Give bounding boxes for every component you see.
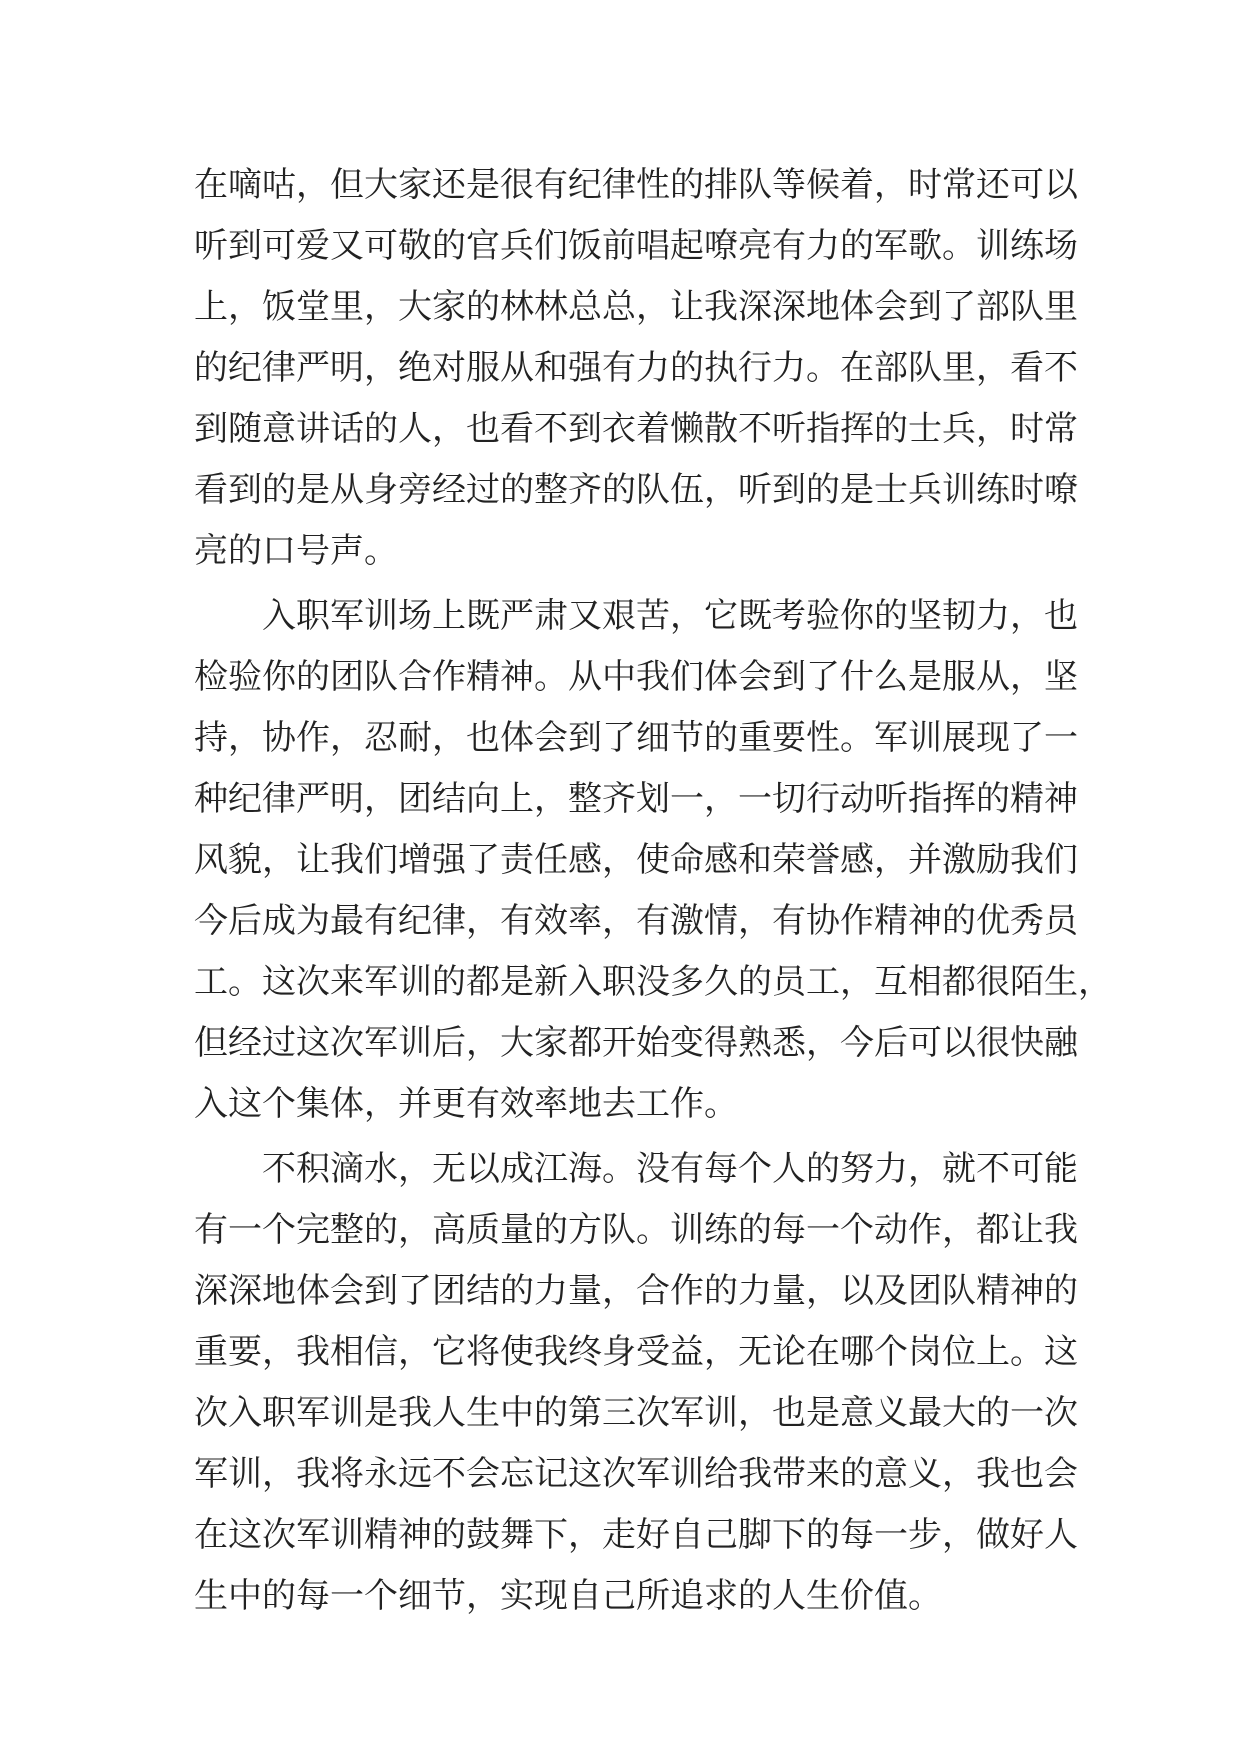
text-line: 亮的口号声。 xyxy=(194,531,398,571)
text-line: 听到可爱又可敬的官兵们饭前唱起嘹亮有力的军歌。训练场 xyxy=(194,226,1078,266)
document-body xyxy=(194,155,1112,1627)
text-line: 生中的每一个细节，实现自己所追求的人生价值。 xyxy=(194,1576,942,1616)
text-line: 次入职军训是我人生中的第三次军训，也是意义最大的一次 xyxy=(194,1393,1078,1433)
text-line: 在这次军训精神的鼓舞下，走好自己脚下的每一步，做好人 xyxy=(194,1515,1078,1555)
text-line: 在嘀咕，但大家还是很有纪律性的排队等候着，时常还可以 xyxy=(194,165,1078,205)
text-line: 检验你的团队合作精神。从中我们体会到了什么是服从，坚 xyxy=(194,657,1078,697)
text-line: 军训，我将永远不会忘记这次军训给我带来的意义，我也会 xyxy=(194,1454,1078,1494)
text-line: 重要，我相信，它将使我终身受益，无论在哪个岗位上。这 xyxy=(194,1332,1078,1372)
text-line: 上，饭堂里，大家的林林总总，让我深深地体会到了部队里 xyxy=(194,287,1078,327)
text-line: 工。这次来军训的都是新入职没多久的员工，互相都很陌生， xyxy=(194,962,1112,1002)
text-line: 的纪律严明，绝对服从和强有力的执行力。在部队里，看不 xyxy=(194,348,1078,388)
paragraph-start-line: 入职军训场上既严肃又艰苦，它既考验你的坚韧力，也 xyxy=(194,596,1078,636)
text-line: 种纪律严明，团结向上，整齐划一，一切行动听指挥的精神 xyxy=(194,779,1078,819)
text-line: 持，协作，忍耐，也体会到了细节的重要性。军训展现了一 xyxy=(194,718,1078,758)
text-line: 看到的是从身旁经过的整齐的队伍，听到的是士兵训练时嘹 xyxy=(194,470,1078,510)
paragraph-start-line: 不积滴水，无以成江海。没有每个人的努力，就不可能 xyxy=(194,1149,1078,1189)
text-line: 到随意讲话的人，也看不到衣着懒散不听指挥的士兵，时常 xyxy=(194,409,1078,449)
text-line: 风貌，让我们增强了责任感，使命感和荣誉感，并激励我们 xyxy=(194,840,1078,880)
text-line: 有一个完整的，高质量的方队。训练的每一个动作，都让我 xyxy=(194,1210,1078,1250)
text-line: 但经过这次军训后，大家都开始变得熟悉，今后可以很快融 xyxy=(194,1023,1078,1063)
text-line: 今后成为最有纪律，有效率，有激情，有协作精神的优秀员 xyxy=(194,901,1078,941)
text-line: 深深地体会到了团结的力量，合作的力量，以及团队精神的 xyxy=(194,1271,1078,1311)
text-line: 入这个集体，并更有效率地去工作。 xyxy=(194,1084,738,1124)
